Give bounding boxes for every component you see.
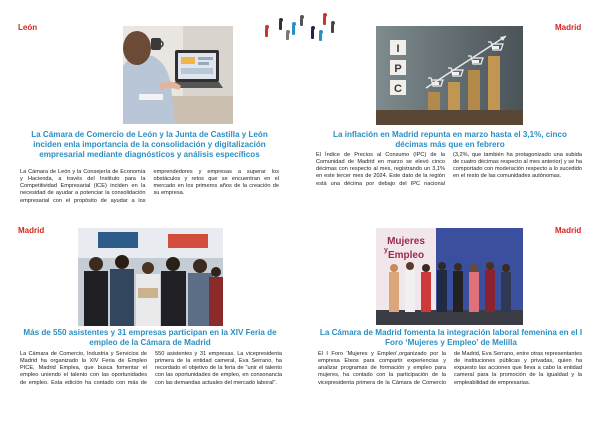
article-body: El Índice de Precios al Consumo (IPC) de la Comunidad de Madrid en marzo se elevó cinco décimas con respecto al mes, registrando un 3,1% en este tercer mes de 2024. Este dato de la región está una décima por debajo del IPC nacional (3,2%, que también ha protagonizado una subida de cuatro décimas respecto al mes anterior) y se ha comportado con moderación respecto a lo sucedido en el resto de las comunidades autónomas. (316, 152, 582, 187)
svg-text:P: P (394, 63, 402, 75)
region-label[interactable]: Madrid (555, 226, 582, 235)
svg-text:Mujeres: Mujeres (387, 236, 425, 247)
article-photo-women-forum (376, 228, 523, 325)
region-label[interactable]: Madrid (555, 23, 582, 32)
article-photo-laptop (123, 26, 233, 124)
article-body: La Cámara de Comercio, Industria y Servicios de Madrid ha organizado la XIV Feria de Empleo PICE, Madrid Emplea, que busca fomentar el empleo uniendo el talento con las oportunidades de empleo. Esta edición ha contado con más de 550 asistentes y 31 empresas. La vicepresidenta primera de la entidad cameral, Eva Serrano, ha recordado el objetivo de la feria de “unir el talento con las oportunidades de empleo, en consonancia con las demandas actuales del mercado laboral”. (20, 351, 282, 386)
article-headline[interactable]: La Cámara de Comercio de León y la Junta de Castilla y León inciden enla importancia de la consolidación y digitalización empresarial mediante diagnósticos y análisis específicos (31, 130, 268, 159)
article-headline[interactable]: Más de 550 asistentes y 31 empresas participan en la XIV Feria de empleo de la Cámara de Madrid (23, 328, 277, 347)
article-headline[interactable]: La inflación en Madrid repunta en marzo hasta el 3,1%, cinco décimas más que en febrero (333, 130, 567, 149)
svg-text:Empleo: Empleo (387, 250, 425, 261)
region-label[interactable]: Madrid (18, 226, 45, 235)
svg-text:I: I (396, 43, 400, 55)
article-photo-ipc-blocks (376, 26, 523, 125)
article-body: La Cámara de León y la Consejería de Economía y Hacienda, a través del Instituto para la Competitividad Empresarial (ICE) inciden en la necesidad de ayudar a potenciar la consolidación empresarial con el propósito de ayudar a los emprendedores y empresas a superar los obstáculos y retos que se encuentran en el mercado en los primeros años de la creación de su empresa. (20, 169, 279, 204)
svg-text:y: y (384, 247, 388, 254)
article-photo-job-fair (78, 228, 223, 326)
region-label[interactable]: León (18, 23, 38, 32)
article-headline[interactable]: La Cámara de Madrid fomenta la integración laboral femenina en el I Foro ‘Mujeres y Empleo’ de Melilla (319, 328, 583, 347)
svg-text:C: C (394, 83, 402, 95)
article-body: El I Foro ‘Mujeres y Empleo’,organizado por la empresa Eteos para compartir experiencias y analizar programas de formación y empleo para mujeres, ha contado con la participación de la vicepresidenta primera de la Cámara de Comercio de Madrid, Eva Serrano, entre otras representantes de instituciones públicas y privadas, quien ha expuesto las acciones que lleva a cabo la entidad cameral para la promoción de la igualdad y la empleabilidad de empresarias. (318, 351, 582, 386)
